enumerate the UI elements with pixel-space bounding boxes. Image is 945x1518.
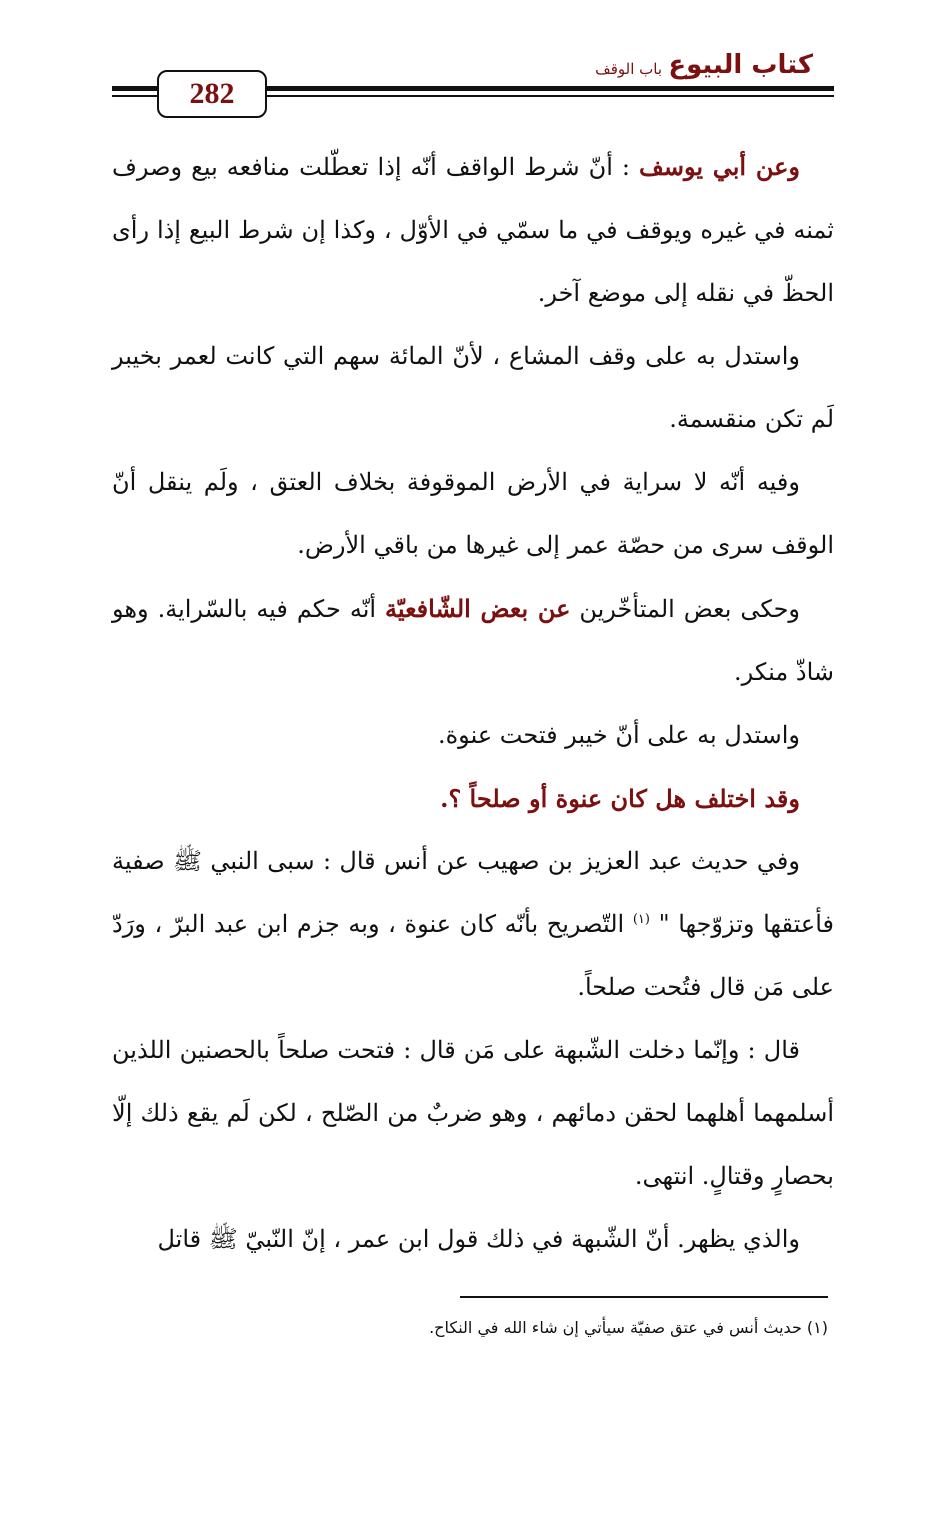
footnote-ref[interactable]: (١) bbox=[632, 912, 650, 927]
paragraph-4 bbox=[112, 577, 834, 704]
paragraph-5: واستدل به على أنّ خيبر فتحت عنوة. bbox=[437, 721, 800, 749]
paragraph-6-after: التّصريح بأنّه كان عنوة ، وبه جزم ابن عبد البرّ ، ورَدّ على مَن قال فتُحت صلحاً. bbox=[112, 910, 834, 1001]
chapter-title: باب الوقف bbox=[595, 60, 662, 78]
footnote-rule bbox=[460, 1296, 828, 1298]
footnote: (١) حديث أنس في عتق صفيّة سيأتي إن شاء الله في النكاح. bbox=[429, 1318, 828, 1337]
paragraph-1-text: : أنّ شرط الواقف أنّه إذا تعطّلت منافعه بيع وصرف ثمنه في غيره ويوقف في ما سمّي في الأوّل ، وكذا إن شرط البيع إذا رأى الحظّ في نقله إلى موضع آخر. bbox=[112, 153, 834, 307]
book-title: كتاب البيوع bbox=[668, 50, 813, 80]
paragraph-7: قال : وإنّما دخلت الشّبهة على مَن قال : فتحت صلحاً بالحصنين اللذين أسلمهما أهلهما لحقن دمائهم ، وهو ضربٌ من الصّلح ، لكن لَم يقع ذلك إلّا بحصارٍ وقتالٍ. انتهى. bbox=[112, 1036, 834, 1190]
page-number: 282 bbox=[157, 70, 267, 118]
highlight-shafii: عن بعض الشّافعيّة bbox=[384, 594, 571, 623]
paragraph-8: والذي يظهر. أنّ الشّبهة في ذلك قول ابن عمر ، إنّ النّبيّ ﷺ قاتل bbox=[157, 1225, 800, 1253]
paragraph-3: وفيه أنّه لا سراية في الأرض الموقوفة بخلاف العتق ، ولَم ينقل أنّ الوقف سرى من حصّة عمر إلى غيرها من باقي الأرض. bbox=[112, 468, 834, 559]
section-heading: وقد اختلف هل كان عنوة أو صلحاً ؟. bbox=[440, 784, 800, 813]
paragraph-4-before: وحكى بعض المتأخّرين bbox=[570, 595, 801, 623]
paragraph-2: واستدل به على وقف المشاع ، لأنّ المائة سهم التي كانت لعمر بخيبر لَم تكن منقسمة. bbox=[112, 342, 834, 433]
paragraph-4-after: أنّه حكم فيه بالسّراية. وهو شاذّ منكر. bbox=[112, 595, 834, 686]
paragraph-1 bbox=[112, 135, 834, 325]
paragraph-6 bbox=[112, 830, 834, 1019]
main-text bbox=[112, 135, 834, 1271]
paragraph-6-before: وفي حديث عبد العزيز بن صهيب عن أنس قال : سبى النبي ﷺ صفية فأعتقها وتزوّجها " bbox=[112, 847, 834, 938]
highlight-name: وعن أبي يوسف bbox=[639, 152, 800, 181]
